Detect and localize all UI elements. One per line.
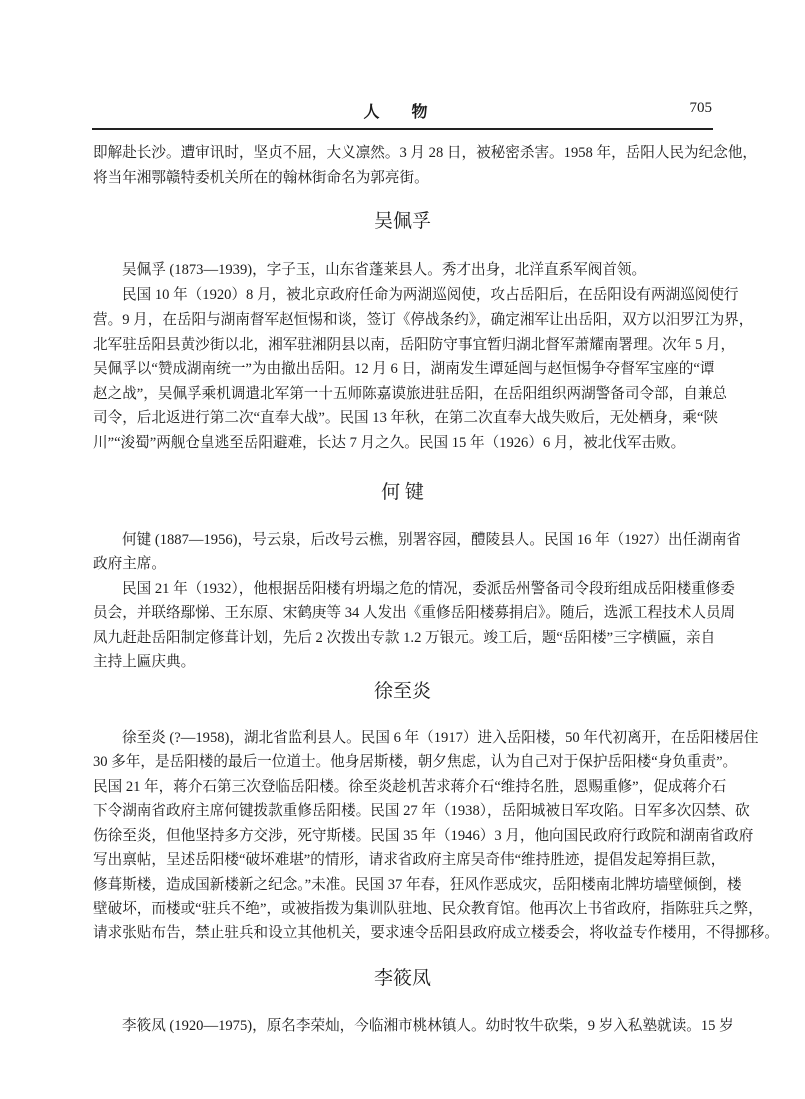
page-number: 705 <box>689 100 712 116</box>
text-line: 北军驻岳阳县黄沙街以北，湘军驻湘阴县以南，岳阳防守事宜暂归湖北督军萧耀南署理。次年 5 月， <box>93 337 736 353</box>
text-line: 营。9 月，在岳阳与湖南督军赵恒惕和谈，签订《停战条约》，确定湘军让出岳阳，双方以汨罗江为界， <box>93 312 754 328</box>
text-line: 民国 10 年（1920）8 月，被北京政府任命为两湖巡阅使，攻占岳阳后，在岳阳设有两湖巡阅使行 <box>122 287 739 303</box>
text-line: 政府主席。 <box>93 556 166 572</box>
section-title: 吴佩孚 <box>373 211 431 232</box>
text-line: 司令，后北返进行第二次“直奉大战”。民国 13 年秋，在第二次直奉大战失败后，无处栖身，乘“陕 <box>93 410 719 426</box>
header-rule <box>92 128 713 130</box>
text-line: 员会，并联络鄢悌、王东原、宋鹤庚等 34 人发出《重修岳阳楼募捐启》。随后，选派工程技术人员周 <box>93 605 736 621</box>
text-line: 民国 21 年，蒋介石第三次登临岳阳楼。徐至炎趁机苦求蒋介石“维持名胜，恩赐重修”，促成蒋介石 <box>93 779 727 795</box>
text-line: 赵之战”，吴佩孚乘机调遣北军第一十五师陈嘉谟旅进驻岳阳，在岳阳组织两湖警备司令部，自兼总 <box>93 386 728 402</box>
section-title: 李筱凤 <box>373 968 431 989</box>
text-line: 请求张贴布告，禁止驻兵和设立其他机关，要求速令岳阳县政府成立楼委会，将收益专作楼用，不得挪移。 <box>93 925 779 941</box>
text-line: 写出禀帖，呈述岳阳楼“破坏难堪”的情形，请求省政府主席吴奇伟“维持胜迹，提倡发起筹捐巨款， <box>93 852 726 868</box>
text-line: 徐至炎 (?—1958)，湖北省监利县人。民国 6 年（1917）进入岳阳楼，50 年代初离开，在岳阳楼居住 <box>122 730 759 746</box>
text-line: 民国 21 年（1932），他根据岳阳楼有坍塌之危的情况，委派岳州警备司令段珩组成岳阳楼重修委 <box>122 581 735 597</box>
text-line: 下令湖南省政府主席何键拨款重修岳阳楼。民国 27 年（1938），岳阳城被日军攻陷。日军多次囚禁、砍 <box>93 803 750 819</box>
text-line: 吴佩孚以“赞成湖南统一”为由撤出岳阳。12 月 6 日，湖南发生谭延闿与赵恒惕争夺督军宝座的“谭 <box>93 361 715 377</box>
text-line: 即解赴长沙。遭审讯时，坚贞不屈，大义凛然。3 月 28 日，被秘密杀害。1958 年，岳阳人民为纪念他， <box>93 145 758 161</box>
text-line: 何键 (1887—1956)，号云泉，后改号云樵，别署容园，醴陵县人。民国 16 年（1927）出任湖南省 <box>122 532 742 548</box>
text-line: 伤徐至炎，但他坚持多方交涉，死守斯楼。民国 35 年（1946）3 月，他向国民政府行政院和湖南省政府 <box>93 828 754 844</box>
text-line: 将当年湘鄂赣特委机关所在的翰林街命名为郭亮街。 <box>93 170 429 186</box>
text-line: 李筱凤 (1920—1975)，原名李荣灿，今临湘市桃林镇人。幼时牧牛砍柴，9 岁入私塾就读。15 岁 <box>122 1018 734 1034</box>
section-title: 徐至炎 <box>373 681 431 702</box>
text-line: 吴佩孚 (1873—1939)，字子玉，山东省蓬莱县人。秀才出身，北洋直系军阀首领。 <box>122 262 647 278</box>
text-line: 修葺斯楼，造成国新楼新之纪念。”未准。民国 37 年春，狂风作恶成灾，岳阳楼南北牌坊墙壁倾倒，楼 <box>93 877 742 893</box>
text-line: 壁破坏，而楼或“驻兵不绝”，或被指拨为集训队驻地、民众教育馆。他再次上书省政府，指陈驻兵之弊， <box>93 901 763 917</box>
section-title: 何 键 <box>381 482 424 503</box>
text-line: 川”“浚蜀”两舰仓皇逃至岳阳避难，长达 7 月之久。民国 15 年（1926）6 月，被北伐军击败。 <box>93 435 686 451</box>
text-line: 凤九赶赴岳阳制定修葺计划，先后 2 次拨出专款 1.2 万银元。竣工后，题“岳阳楼”三字横匾，亲自 <box>93 630 716 646</box>
text-line: 主持上匾庆典。 <box>93 654 196 670</box>
text-line: 30 多年，是岳阳楼的最后一位道士。他身居斯楼，朝夕焦虑，认为自己对于保护岳阳楼“身负重责”。 <box>93 754 738 770</box>
running-header-section: 人 物 <box>363 104 442 121</box>
